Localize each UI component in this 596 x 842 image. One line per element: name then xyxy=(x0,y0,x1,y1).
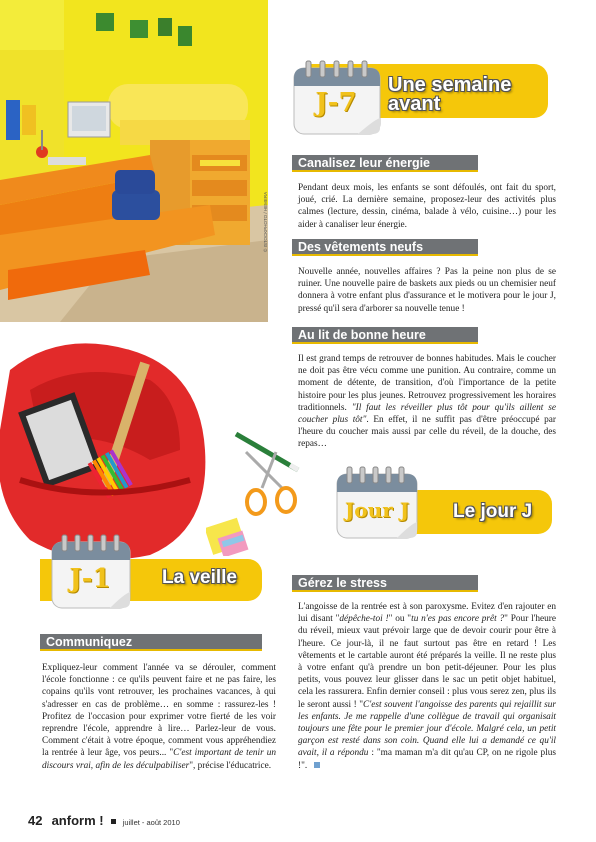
heading-au-lit: Au lit de bonne heure xyxy=(292,327,478,344)
calendar-icon-j7 xyxy=(292,58,384,138)
section-title-jour-j: Le jour J xyxy=(453,501,533,522)
calendar-icon-j1 xyxy=(50,532,134,612)
backpack-illustration xyxy=(0,330,215,565)
calendar-icon-jour-j xyxy=(335,464,421,542)
quote-stress: C'est souvent l'angoisse des parents qui rejaillit sur les enfants. Je me rappelle d'une collègue de travail qui organisait toujours une fête pour le premier jour d'école. Malgré cela, un petit garçon est resté dans son coin. Quand elle lui a demandé ce qu'il avait, il a répondu xyxy=(298,699,556,759)
text-communiquez: Expliquez-leur comment l'année va se dérouler, comment l'école fonctionne : ce qu'ils peuvent faire et ne pas faire, les copains qu'ils vont retrouver, les prochaines vacances, à qui s'adresser en cas de problème… en somme : rassurez-les ! Profitez de l'occasion pour exprimer votre fierté de les voir reprendre l'école, apprendre à lire… Parlez-leur de vous. Comment c'était à votre époque, comment vous appréhendiez la rentrée à leur âge, vos peurs... "C'est important de tenir un discours vrai, afin de les déculpabiliser", précise l'éducatrice. xyxy=(42,663,276,771)
calendar-label-j7: J-7 xyxy=(315,88,357,118)
magazine-name: anform ! xyxy=(51,813,104,828)
page-number: 42 xyxy=(28,813,43,828)
quote-communiquez: C'est important de tenir un discours vrai, afin de les déculpabiliser xyxy=(42,748,276,771)
end-square-icon xyxy=(314,762,320,768)
heading-stress: Gérez le stress xyxy=(292,575,478,592)
text-vetements: Nouvelle année, nouvelles affaires ? Pas la peine non plus de se ruiner. Une nouvelle paire de baskets aux pieds ou un chemisier neuf donnera à votre enfant plus d'assurance et le motivera pour le jour J, pressé qu'il sera d'arborer sa nouvelle tenue ! xyxy=(298,267,556,314)
calendar-label-jour-j: Jour J xyxy=(344,498,410,522)
scissors-illustration xyxy=(230,430,305,520)
heading-vetements: Des vêtements neufs xyxy=(292,239,478,256)
photo-credit: © ISTOCKPHOTO / HEMERA xyxy=(263,191,268,252)
text-stress: L'angoisse de la rentrée est à son paroxysme. Evitez d'en rajouter en lui disant "dépêche-toi !" ou "tu n'es pas encore prêt ?" Pour l'heure du réveil, mieux vaut prévoir large que de devoir courir pour être à l'heure. Ce jour-là, il ne faut surtout pas être en retard ! Les vêtements et le cartable auront été préparés la veille. Il ne reste plus à votre enfant qu'à prendre un bon petit-déjeuner. Pour les plus petits, vous pouvez leur glisser dans le sac un petit objet habituel, cela les rassurera. Enfin dernier conseil : plus vous serez zen, plus ils le seront aussi ! "C'est souvent l'angoisse des parents qui rejaillit sur les enfants. Je me rappelle d'une collègue de travail qui organisait toujours une fête pour le premier jour d'école. Malgré cela, un petit garçon est resté dans son coin. Quand elle lui a demandé ce qu'il avait, il a répondu : "ma maman m'a dit qu'au CP, on ne rigole plus !". xyxy=(298,602,557,771)
section-title-week: Une semaine avant xyxy=(388,74,512,115)
quote-au-lit: "Il faut les réveiller plus tôt pour qu'ils aillent se coucher plus tôt" xyxy=(298,402,557,426)
footer xyxy=(28,810,180,826)
bedroom-photo xyxy=(0,0,268,322)
text-canalisez: Pendant deux mois, les enfants se sont défoulés, ont fait du sport, joué, crié. La dernière semaine, proposez-leur des activités plus calmes (lecture, dessin, cinéma, balade à vélo, cuisine…) pour les aider à canaliser leur énergie. xyxy=(298,183,556,230)
heading-communiquez: Communiquez xyxy=(40,634,262,651)
sticky-notes xyxy=(206,516,250,556)
calendar-label-j1: J-1 xyxy=(69,564,111,594)
footer-square-icon xyxy=(111,819,116,824)
issue-date: juillet - août 2010 xyxy=(122,818,180,827)
text-au-lit: Il est grand temps de retrouver de bonnes habitudes. Mais le coucher ne doit pas être vécu comme une punition. Au contraire, comme un moment de détente, de transition, d'où l'importance de la petite histoire pour les plus jeunes. Retrouvez progressivement les horaires traditionnels. "Il faut les réveiller plus tôt pour qu'ils aillent se coucher plus tôt". En effet, il ne suffit pas d'être préoccupé par l'heure du coucher mais aussi par celle du réveil, de la douche, des repas… xyxy=(298,354,557,450)
section-title-veille: La veille xyxy=(162,567,237,588)
heading-canalisez: Canalisez leur énergie xyxy=(292,155,478,172)
